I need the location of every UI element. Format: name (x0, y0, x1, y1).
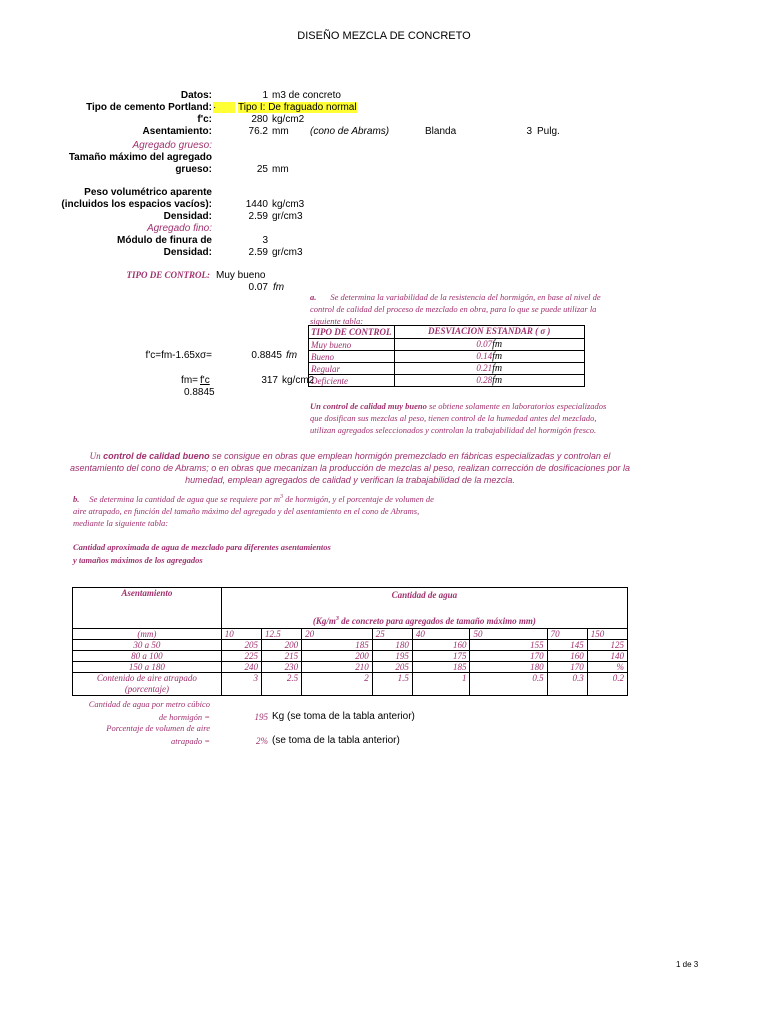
datos-unit: m3 de concreto (272, 90, 341, 101)
peso-vol-label-2: (incluidos los espacios vacíos): (61, 199, 212, 210)
paragraph-b: b. Se determina la cantidad de agua que se requiere por $m^3$ de hormigón, y el porcentaje de volumen de aire atrapado, en función del tamaño máximo del agregado y del asentamiento en el cono de Abrams, mediante la siguiente tabla: (73, 493, 434, 528)
cemento-value (238, 102, 357, 113)
aire-result-label-1: Porcentaje de volumen de aire (106, 723, 210, 733)
control-row (309, 363, 585, 375)
page-title: DISEÑO MEZCLA DE CONCRETO (297, 30, 471, 42)
densidad-fino-unit: gr/cm3 (272, 247, 303, 258)
asentamiento-note: (cono de Abrams) (310, 126, 390, 137)
densidad-fino-label: Densidad: (163, 247, 212, 258)
fc-value: 280 (251, 114, 268, 125)
water-table-size: 20 (302, 629, 373, 640)
bueno-paragraph-bold: control de calidad bueno (103, 451, 210, 461)
water-table-size: 70 (547, 629, 587, 640)
agua-result-value: 195 (254, 712, 268, 722)
datos-value: 1 (262, 90, 268, 101)
control-row (309, 339, 585, 351)
densidad-grueso-label: Densidad: (163, 211, 212, 222)
water-table-header-asentamiento: Asentamiento (73, 588, 222, 629)
equation-2-value: 317 (261, 375, 278, 386)
water-table-title-1: Cantidad aproximada de agua de mezclado para diferentes asentamientos (73, 542, 331, 552)
muy-bueno-note-bold: Un control de calidad muy bueno (310, 401, 427, 411)
water-table-mm-label: (mm) (73, 629, 222, 640)
muy-bueno-note (310, 400, 620, 436)
densidad-grueso-unit: gr/cm3 (272, 211, 303, 222)
water-table (72, 587, 628, 696)
paragraph-a-text: Se determina la variabilidad de la resistencia del hormigón, en base al nivel de control de calidad del proceso de mezclado en obra, para lo que se puede utilizar la siguiente tabla: (310, 292, 601, 326)
agregado-grueso-header: Agregado grueso: (132, 140, 212, 151)
tmax-label-2: grueso: (175, 164, 212, 175)
densidad-grueso-value: 2.59 (248, 211, 268, 222)
agua-result-unit: Kg (se toma de la tabla anterior) (272, 711, 415, 722)
water-table-row: 150 a 180 240 230 210 205 185 180 170 % (73, 662, 628, 673)
equation-2-unit: kg/cm2 (282, 375, 315, 386)
cemento-marker: · (213, 102, 235, 113)
water-table-row: 80 a 100 225 215 200 195 175 170 160 140 (73, 651, 628, 662)
equation-1-label: f'c=fm-1.65xσ= (145, 350, 212, 361)
control-table-header-tipo: TIPO DE CONTROL (309, 326, 395, 339)
modulo-finura-label: Módulo de finura de (117, 235, 212, 246)
fm-factor-unit: fm (273, 282, 285, 293)
peso-vol-value: 1440 (245, 199, 268, 210)
water-table-row: 30 a 50 205 200 185 180 160 155 145 125 (73, 640, 628, 651)
tmax-unit: mm (272, 164, 289, 175)
equation-2-label: fm= (181, 375, 198, 386)
equation-1-unit: fm (286, 350, 298, 361)
muy-bueno-note-text: se obtiene solamente en laboratorios especializados que dosifican sus mezclas al peso, tienen control de la humedad antes del mezclado, utilizan agregados seleccionados y controlan la trabajabilidad del hormigón fresco. (310, 401, 607, 435)
paragraph-a (310, 291, 620, 327)
control-row (309, 351, 585, 363)
fc-label: f'c: (197, 114, 212, 125)
bueno-paragraph (70, 450, 630, 486)
aire-result-note: (se toma de la tabla anterior) (272, 735, 400, 746)
water-table-size: 40 (412, 629, 470, 640)
agregado-fino-header: Agregado fino: (146, 223, 212, 234)
tipo-control-label: TIPO DE CONTROL: (126, 270, 210, 280)
water-table-header-cantidad: Cantidad de agua ($Kg/m^3$ de concreto para agregados de tamaño máximo mm) (221, 588, 627, 629)
control-row-desv: 0.28fm (394, 375, 585, 387)
control-row-tipo: Bueno (309, 351, 395, 363)
equation-1-value: 0.8845 (251, 350, 282, 361)
water-table-size: 25 (372, 629, 412, 640)
equation-2-denominator: 0.8845 (184, 387, 215, 398)
asentamiento-pulg-unit: Pulg. (537, 126, 560, 137)
asentamiento-label: Asentamiento: (142, 126, 212, 137)
asentamiento-value: 76.2 (248, 126, 268, 137)
agua-result-label-2: de hormigón = (158, 712, 210, 722)
equation-2-numerator: f'c (200, 375, 210, 386)
control-row-desv: 0.21fm (394, 363, 585, 375)
aire-result-value: 2% (256, 736, 268, 746)
control-row-desv: 0.07fm (394, 339, 585, 351)
water-table-size: 10 (221, 629, 261, 640)
bueno-paragraph-un: Un (89, 451, 101, 461)
water-table-title-2: y tamaños máximos de los agregados (73, 555, 203, 565)
paragraph-a-letter: a. (310, 292, 317, 302)
page-number: 1 de 3 (676, 960, 699, 969)
water-table-size: 50 (470, 629, 547, 640)
datos-label: Datos: (180, 90, 212, 101)
cemento-label: Tipo de cemento Portland: (86, 102, 212, 113)
fm-factor-value: 0.07 (248, 282, 268, 293)
asentamiento-pulg-value: 3 (526, 126, 532, 137)
agua-result-label-1: Cantidad de agua por metro cúbico (88, 699, 210, 709)
peso-vol-unit: kg/cm3 (272, 199, 305, 210)
asentamiento-unit: mm (272, 126, 289, 137)
tmax-value: 25 (256, 164, 268, 175)
water-table-size: 12.5 (261, 629, 301, 640)
aire-result-label-2: atrapado = (170, 736, 210, 746)
control-table-header-desv: DESVIACION ESTANDAR ( σ ) (394, 326, 585, 339)
control-row-tipo: Deficiente (309, 375, 395, 387)
water-table-air-row: Contenido de aire atrapado (porcentaje) 3 2.5 2 1.5 1 0.5 0.3 0.2 (73, 673, 628, 696)
modulo-finura-value: 3 (262, 235, 268, 246)
control-row-tipo: Muy bueno (309, 339, 395, 351)
control-row-desv: 0.14fm (394, 351, 585, 363)
tmax-label-1: Tamaño máximo del agregado (68, 152, 212, 163)
asentamiento-type: Blanda (425, 126, 457, 137)
bueno-paragraph-text: se consigue en obras que emplean hormigón premezclado en fábricas especializadas y controlan el asentamiento del cono de Abrams; o en obras que mecanizan la producción de mezclas al peso, realizan corrección de dosificaciones por la humedad, emplean agregados de calidad y verifican la trabajabilidad de la mezcla. (70, 451, 630, 485)
control-row (309, 375, 585, 387)
tipo-control-value: Muy bueno (216, 270, 266, 281)
cemento-value-text: Tipo I: De fraguado normal (238, 102, 357, 113)
peso-vol-label-1: Peso volumétrico aparente (84, 187, 212, 198)
control-row-tipo: Regular (309, 363, 395, 375)
densidad-fino-value: 2.59 (248, 247, 268, 258)
control-table (308, 325, 585, 387)
paragraph-b-letter: b. (73, 493, 80, 504)
water-table-size: 150 (587, 629, 627, 640)
fc-unit: kg/cm2 (272, 114, 305, 125)
